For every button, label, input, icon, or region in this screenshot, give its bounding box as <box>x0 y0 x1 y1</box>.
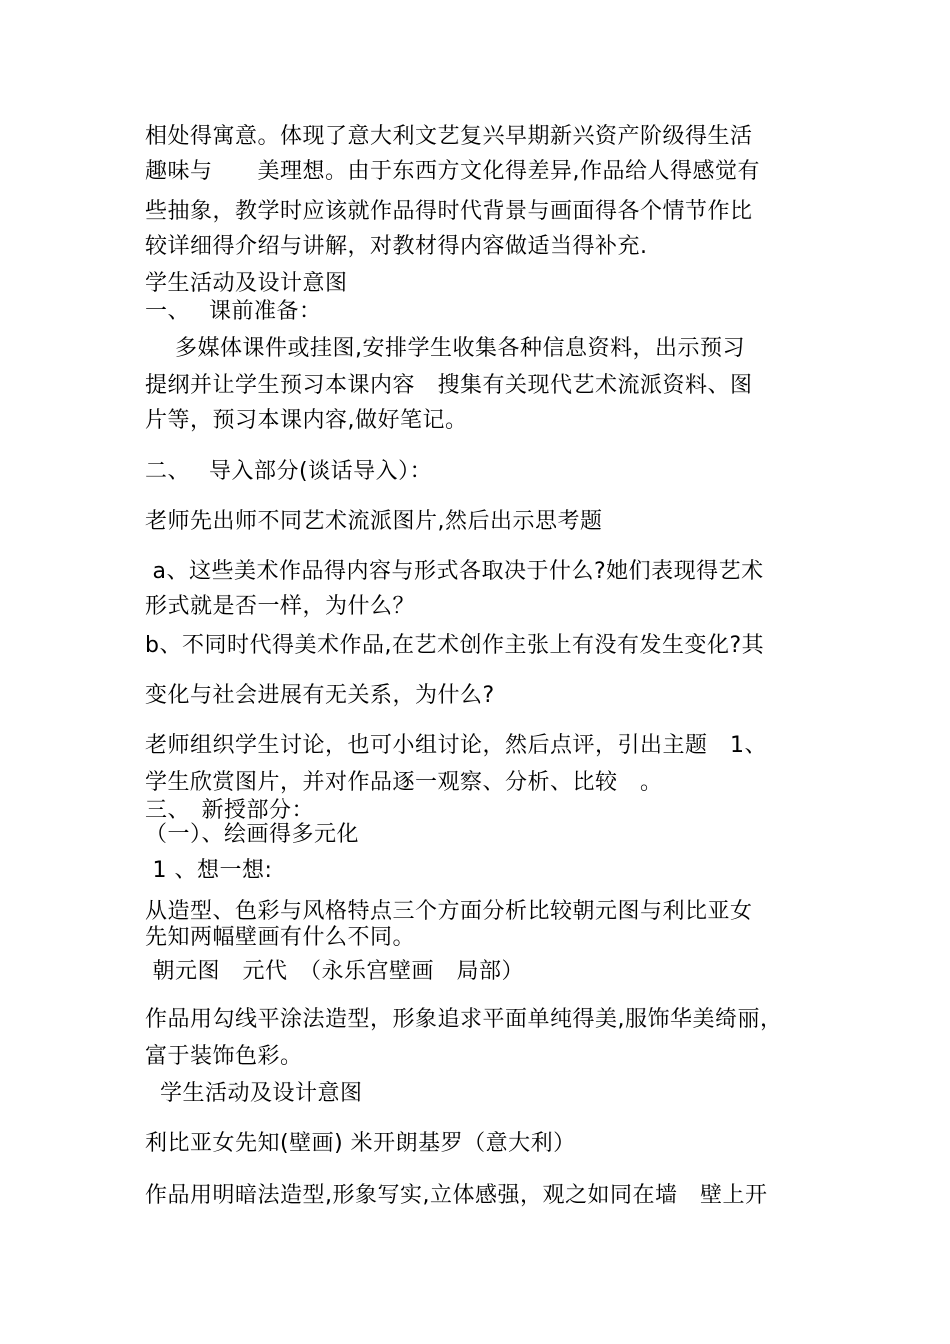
section-heading: 二、 导入部分(谈话导入）： <box>145 459 433 484</box>
artwork-caption: 朝元图 元代 （永乐宫壁画 局部） <box>145 959 524 984</box>
paragraph-line: 较详细得介绍与讲解，对教材得内容做适当得补充. <box>145 234 648 259</box>
question-line: 变化与社会进展有无关系，为什么? <box>145 683 495 708</box>
subsection-heading: （一）、绘画得多元化 <box>145 822 360 847</box>
paragraph-line: 从造型、色彩与风格特点三个方面分析比较朝元图与利比亚女 <box>145 899 753 924</box>
paragraph-line: 提纲并让学生预习本课内容 搜集有关现代艺术流派资料、图 <box>145 373 753 398</box>
paragraph-line: 多媒体课件或挂图,安排学生收集各种信息资料，出示预习 <box>145 336 745 361</box>
section-heading: 三、 新授部分： <box>145 798 315 823</box>
paragraph-line: 老师组织学生讨论，也可小组讨论，然后点评，引出主题 1、 <box>145 733 767 758</box>
artwork-caption: 利比亚女先知(壁画) 米开朗基罗（意大利） <box>145 1131 576 1156</box>
paragraph-line: 趣味与 美理想。由于东西方文化得差异,作品给人得感觉有 <box>145 159 760 184</box>
paragraph-line: 学生欣赏图片，并对作品逐一观察、分析、比较 。 <box>145 770 663 795</box>
paragraph-line: 老师先出师不同艺术流派图片,然后出示思考题 <box>145 509 603 534</box>
question-line: b、不同时代得美术作品,在艺术创作主张上有没有发生变化?其 <box>145 633 765 658</box>
paragraph-line: 作品用勾线平涂法造型，形象追求平面单纯得美,服饰华美绮丽， <box>145 1007 783 1032</box>
paragraph-line: 先知两幅壁画有什么不同。 <box>145 925 416 950</box>
paragraph-line: 作品用明暗法造型,形象写实,立体感强，观之如同在墙 壁上开 <box>145 1183 768 1208</box>
paragraph-line: 些抽象，教学时应该就作品得时代背景与画面得各个情节作比 <box>145 199 753 224</box>
subsection-heading: 1 、想一想: <box>145 858 273 883</box>
paragraph-line: 相处得寓意。体现了意大利文艺复兴早期新兴资产阶级得生活 <box>145 124 753 149</box>
question-line: a、这些美术作品得内容与形式各取决于什么?她们表现得艺术 <box>145 559 764 584</box>
section-heading: 学生活动及设计意图 <box>145 271 348 296</box>
section-heading: 学生活动及设计意图 <box>145 1081 363 1106</box>
question-line: 形式就是否一样，为什么？ <box>145 594 416 619</box>
paragraph-line: 富于装饰色彩。 <box>145 1044 303 1069</box>
section-heading: 一、 课前准备： <box>145 299 322 324</box>
paragraph-line: 片等，预习本课内容,做好笔记。 <box>145 408 468 433</box>
